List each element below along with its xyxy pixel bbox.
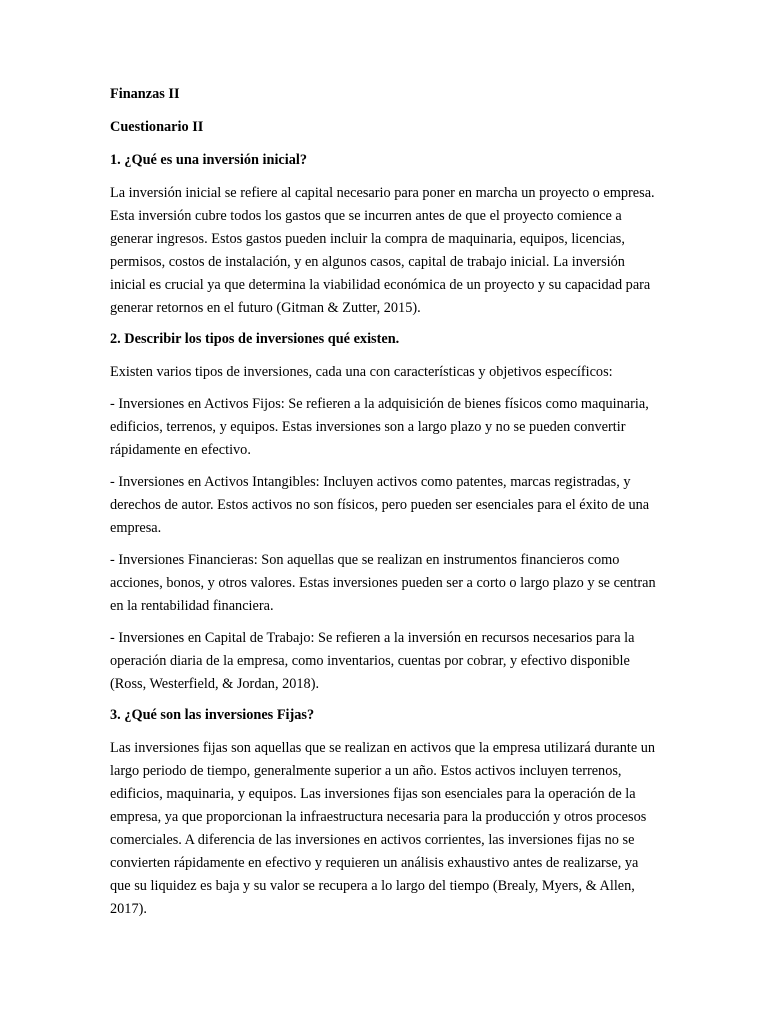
investment-type-financial: - Inversiones Financieras: Son aquellas que se realizan en instrumentos financieros como acciones, bonos, y otros valores. Estas inversiones pueden ser a corto o largo plazo y se centran en la rentabilidad financiera. bbox=[110, 552, 656, 614]
document-subtitle: Cuestionario II bbox=[110, 119, 204, 135]
investment-type-fixed-assets: - Inversiones en Activos Fijos: Se refieren a la adquisición de bienes físicos como maquinaria, edificios, terrenos, y equipos. Estas inversiones son a largo plazo y no se pueden convertir rápidamente en efectivo. bbox=[110, 396, 649, 458]
investment-type-intangible-assets: - Inversiones en Activos Intangibles: Incluyen activos como patentes, marcas registradas, y derechos de autor. Estos activos no son físicos, pero pueden ser esenciales para el éxito de una empresa. bbox=[110, 474, 650, 536]
question-1-answer: La inversión inicial se refiere al capital necesario para poner en marcha un proyecto o empresa. Esta inversión cubre todos los gastos que se incurren antes de que el proyecto comience a generar ingresos. Estos gastos pueden incluir la compra de maquinaria, equipos, licencias, permisos, costos de instalación, y en algunos casos, capital de trabajo inicial. La inversión inicial es crucial ya que determina la viabilidad económica de un proyecto y su capacidad para generar retornos en el futuro (Gitman & Zutter, 2015). bbox=[110, 185, 655, 316]
document-title: Finanzas II bbox=[110, 86, 180, 102]
question-3-answer: Las inversiones fijas son aquellas que se realizan en activos que la empresa utilizará durante un largo periodo de tiempo, generalmente superior a un año. Estos activos incluyen terrenos, edificios, maquinaria, y equipos. Las inversiones fijas son esenciales para la operación de la empresa, ya que proporcionan la infraestructura necesaria para la producción y otros procesos comerciales. A diferencia de las inversiones en activos corrientes, las inversiones fijas no se convierten rápidamente en efectivo y requieren un análisis exhaustivo antes de realizarse, ya que su liquidez es baja y su valor se recupera a lo largo del tiempo (Brealy, Myers, & Allen, 2017). bbox=[110, 740, 656, 917]
question-1-heading: 1. ¿Qué es una inversión inicial? bbox=[110, 152, 308, 168]
question-3-heading: 3. ¿Qué son las inversiones Fijas? bbox=[110, 707, 315, 723]
question-2-intro: Existen varios tipos de inversiones, cada una con características y objetivos específicos: bbox=[110, 364, 613, 380]
investment-type-working-capital: - Inversiones en Capital de Trabajo: Se refieren a la inversión en recursos necesarios para la operación diaria de la empresa, como inventarios, cuentas por cobrar, y efectivo disponible (Ross, Westerfield, & Jordan, 2018). bbox=[110, 630, 635, 692]
question-2-heading: 2. Describir los tipos de inversiones qué existen. bbox=[110, 331, 400, 347]
